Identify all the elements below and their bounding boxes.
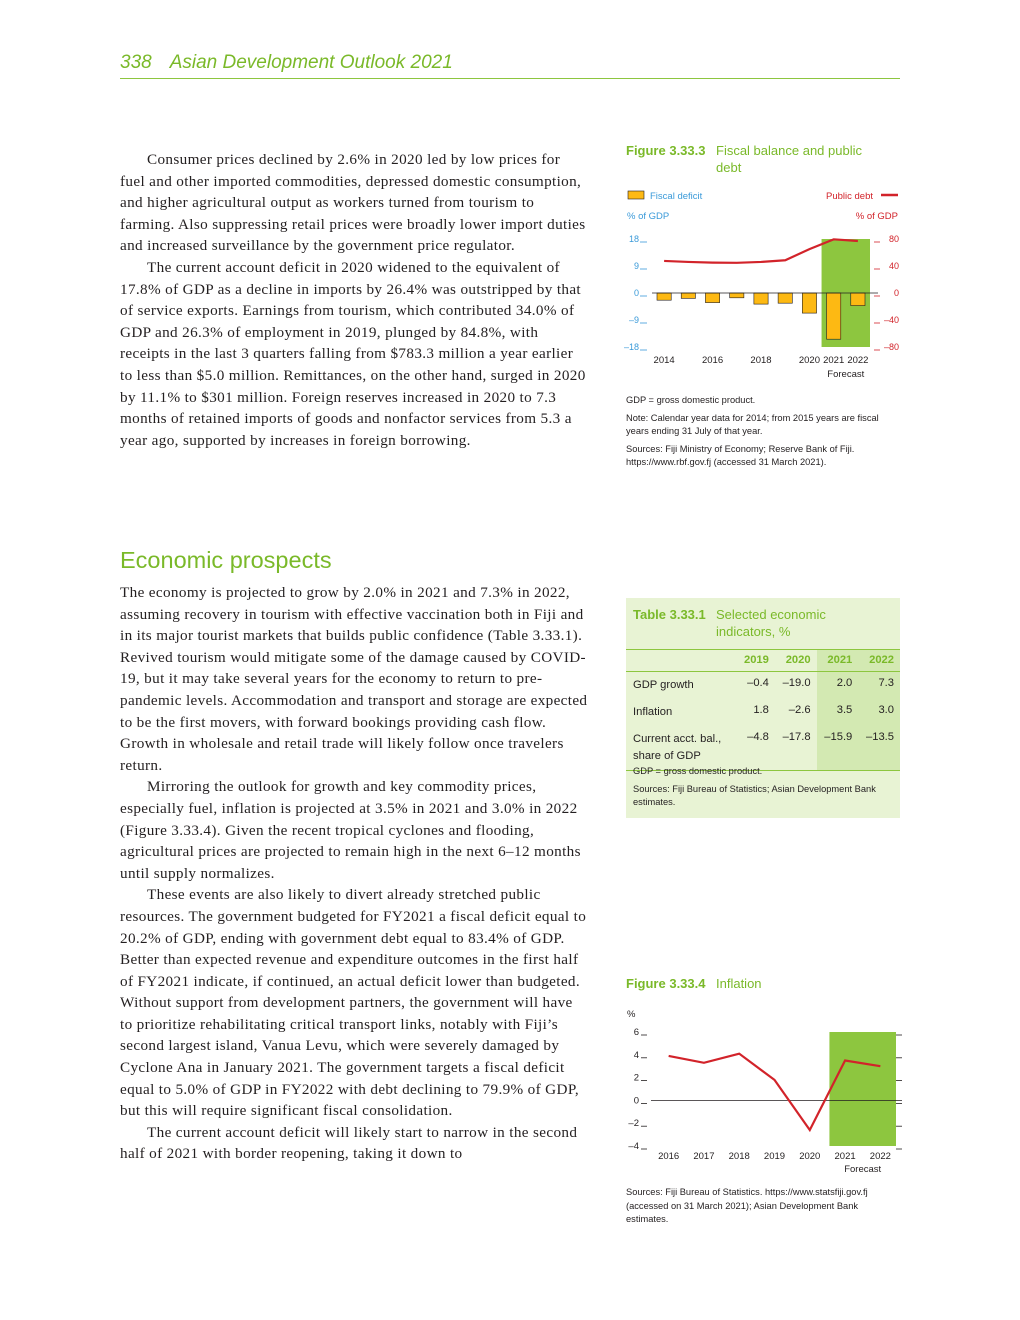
bar-fiscal-deficit-2020 <box>802 293 816 313</box>
left-tick-label: 9 <box>633 261 639 271</box>
note: Sources: Fiji Bureau of Statistics. https://www.statsfiji.gov.fj (accessed on 31 March 2021); Asian Development Bank estimates. <box>626 1187 868 1224</box>
right-tick-label: –80 <box>883 342 899 352</box>
table-row <box>626 672 900 700</box>
right-tick-label: –40 <box>883 315 899 325</box>
table-cell: 7.3 <box>858 672 900 700</box>
x-tick-label: 2020 <box>798 355 821 366</box>
paragraph: Consumer prices declined by 2.6% in 2020 led by low prices for fuel and other imported commodities, depressed domestic consumption, and higher agricultural output as workers turned from tourism to farming. Also suppressing retail prices were broadly lower import duties and increased surveillance by the government price regulator. <box>120 151 586 255</box>
body-text-bottom <box>120 582 588 1165</box>
left-tick-label: –9 <box>628 315 639 325</box>
table-cell: –4.8 <box>737 726 775 771</box>
x-tick-label: 2018 <box>750 355 772 366</box>
body-text-top <box>120 149 588 451</box>
table-header-row <box>626 650 900 672</box>
right-tick-label: 40 <box>888 261 899 271</box>
bar-fiscal-deficit-2017 <box>730 293 744 298</box>
row-label: Current acct. bal., share of GDP <box>626 726 737 771</box>
bar-fiscal-deficit-2021 <box>827 293 841 339</box>
section-heading: Economic prospects <box>120 547 332 573</box>
column-header: 2020 <box>775 650 817 672</box>
figure-caption: Fiscal balance and public debt <box>716 143 862 175</box>
table-cell: –15.9 <box>817 726 859 771</box>
x-tick-label: 2017 <box>693 1151 715 1162</box>
note: Sources: Fiji Ministry of Economy; Reserve Bank of Fiji. https://www.rbf.gov.fj (accessed 31 March 2021). <box>626 443 855 467</box>
bar-fiscal-deficit-2019 <box>778 293 792 303</box>
note: Sources: Fiji Bureau of Statistics; Asian Development Bank estimates. <box>633 783 876 807</box>
table-number: Table 3.33.1 <box>633 607 706 622</box>
y-tick-label: 6 <box>633 1027 639 1038</box>
paragraph: Mirroring the outlook for growth and key commodity prices, especially fuel, inflation is projected at 3.5% in 2021 and 3.0% in 2022 (Figure 3.33.4). Given the recent tropical cyclones and flooding, agricultural prices are projected to remain high in the next 6–12 months until supply normalizes. <box>120 778 581 882</box>
x-tick-label: 2022 <box>869 1151 891 1162</box>
right-tick-label: 80 <box>888 234 899 244</box>
paragraph: These events are also likely to divert already stretched public resources. The government budgeted for FY2021 a fiscal deficit equal to 20.2% of GDP, ending with government debt equal to 83.4% of GDP. Better than expected revenue and expenditure outcomes in the first half of FY2021 indicate, if continued, an actual deficit lower than budgeted. Without support from development partners, the government will have to prioritize rehabilitating critical transport links, notably with Fiji’s second largest island, Vanua Levu, which were severely damaged by Cyclone Ana in January 2021. The government targets a fiscal deficit equal to 5.0% of GDP in FY2022 with debt declining to 79.9% of GDP, but this will require significant fiscal consolidation. <box>120 886 587 1120</box>
figure-3-33-4-title <box>626 975 886 992</box>
x-tick-label: 2021 <box>834 1151 856 1162</box>
bar-fiscal-deficit-2016 <box>705 293 719 303</box>
table-cell: 1.8 <box>753 704 769 716</box>
row-label: GDP growth <box>633 679 694 691</box>
inflation-chart <box>620 1002 905 1180</box>
y-tick-label: –4 <box>628 1141 639 1152</box>
x-tick-label: 2021 <box>823 355 845 366</box>
table-row <box>626 726 900 771</box>
table-cell: 3.0 <box>858 699 900 726</box>
x-tick-label: 2020 <box>799 1151 821 1162</box>
legend-swatch-fiscal-deficit <box>628 191 644 199</box>
figure-number: Figure 3.33.4 <box>626 976 706 991</box>
running-header <box>120 52 900 79</box>
column-header: 2021 <box>817 650 859 672</box>
left-tick-label: 0 <box>633 288 639 298</box>
figure-3-33-3-notes <box>626 394 896 474</box>
table-notes <box>633 765 895 814</box>
publication-title: Asian Development Outlook 2021 <box>169 52 453 73</box>
y-tick-label: 0 <box>633 1095 639 1107</box>
fiscal-balance-chart <box>620 183 905 383</box>
note: Note: Calendar year data for 2014; from 2015 years are fiscal years ending 31 July of that year. <box>626 412 879 436</box>
figure-number: Figure 3.33.3 <box>626 143 706 158</box>
x-tick-label: 2018 <box>728 1151 750 1162</box>
bar-fiscal-deficit-2018 <box>754 293 768 304</box>
left-tick-label: –18 <box>623 342 639 352</box>
forecast-label: Forecast <box>844 1164 882 1175</box>
row-label: Inflation <box>633 706 673 718</box>
bar-fiscal-deficit-2022 <box>851 293 865 306</box>
forecast-label: Forecast <box>827 369 865 380</box>
bar-fiscal-deficit-2014 <box>657 293 671 300</box>
bar-fiscal-deficit-2015 <box>681 293 695 298</box>
y-tick-label: 2 <box>633 1072 639 1084</box>
table-cell: –19.0 <box>782 677 811 689</box>
x-tick-label: 2022 <box>847 355 869 366</box>
left-axis-label: % of GDP <box>627 211 670 222</box>
x-tick-label: 2019 <box>763 1151 786 1162</box>
legend-label-public-debt: Public debt <box>825 191 873 202</box>
figure-3-33-4-notes <box>626 1186 896 1231</box>
paragraph: The economy is projected to grow by 2.0% in 2021 and 7.3% in 2022, assuming recovery in tourism with effective vaccination both in Fiji and in its major tourist markets that builds public confidence (Table 3.33.1). Revived tourism would mitigate some of the damage caused by COVID-19, but it may take several years for the economy to return to pre-pandemic levels. Accommodation and transport and storage are expected to be the first movers, with forward bookings providing cash flow. Growth in wholesale and retail trade will likely follow once travelers return. <box>120 584 588 774</box>
table-row <box>626 699 900 726</box>
table-3-33-1 <box>626 598 900 818</box>
figure-3-33-3-title <box>626 142 886 176</box>
table-cell: –17.8 <box>775 726 817 771</box>
column-header: 2019 <box>737 650 775 672</box>
table-title <box>633 606 866 640</box>
table-cell: –13.5 <box>858 726 900 771</box>
table-cell: 3.5 <box>817 699 859 726</box>
y-tick-label: 4 <box>633 1049 639 1061</box>
note: GDP = gross domestic product. <box>626 395 756 405</box>
table-caption: Selected economic indicators, % <box>716 607 826 639</box>
y-tick-label: –2 <box>628 1118 639 1130</box>
left-tick-label: 18 <box>628 234 639 244</box>
forecast-band <box>829 1032 896 1146</box>
table-cell: –2.6 <box>788 704 811 716</box>
x-tick-label: 2014 <box>653 355 675 366</box>
column-header: 2022 <box>858 650 900 672</box>
indicator-table <box>626 649 900 771</box>
paragraph: The current account deficit will likely start to narrow in the second half of 2021 with border reopening, taking it down to <box>120 1123 578 1163</box>
legend-label-fiscal-deficit: Fiscal deficit <box>650 191 703 202</box>
right-tick-label: 0 <box>893 288 899 298</box>
table-cell: –0.4 <box>747 677 769 689</box>
x-tick-label: 2016 <box>658 1151 680 1162</box>
table-cell: 2.0 <box>817 672 859 700</box>
page-number: 338 <box>120 52 152 73</box>
right-axis-label: % of GDP <box>855 211 898 222</box>
paragraph: The current account deficit in 2020 widened to the equivalent of 17.8% of GDP as a decline in imports by 26.4% was outstripped by that of service exports. Earnings from tourism, which contributed 34.0% of GDP and 26.3% of employment in 2019, plunged by 84.8%, with receipts in the last 3 quarters falling from $783.3 million a year earlier to less than $5.0 million. Remittances, on the other hand, surged in 2020 by 11.1% to $301 million. Foreign reserves increased in 2020 to 7.3 months of retained imports of goods and nonfactor services from 5.3 a year ago, supported by increases in foreign borrowing. <box>120 258 586 449</box>
figure-caption: Inflation <box>716 976 762 991</box>
x-tick-label: 2016 <box>701 355 724 366</box>
note: GDP = gross domestic product. <box>633 766 763 776</box>
y-axis-label: % <box>627 1009 636 1020</box>
